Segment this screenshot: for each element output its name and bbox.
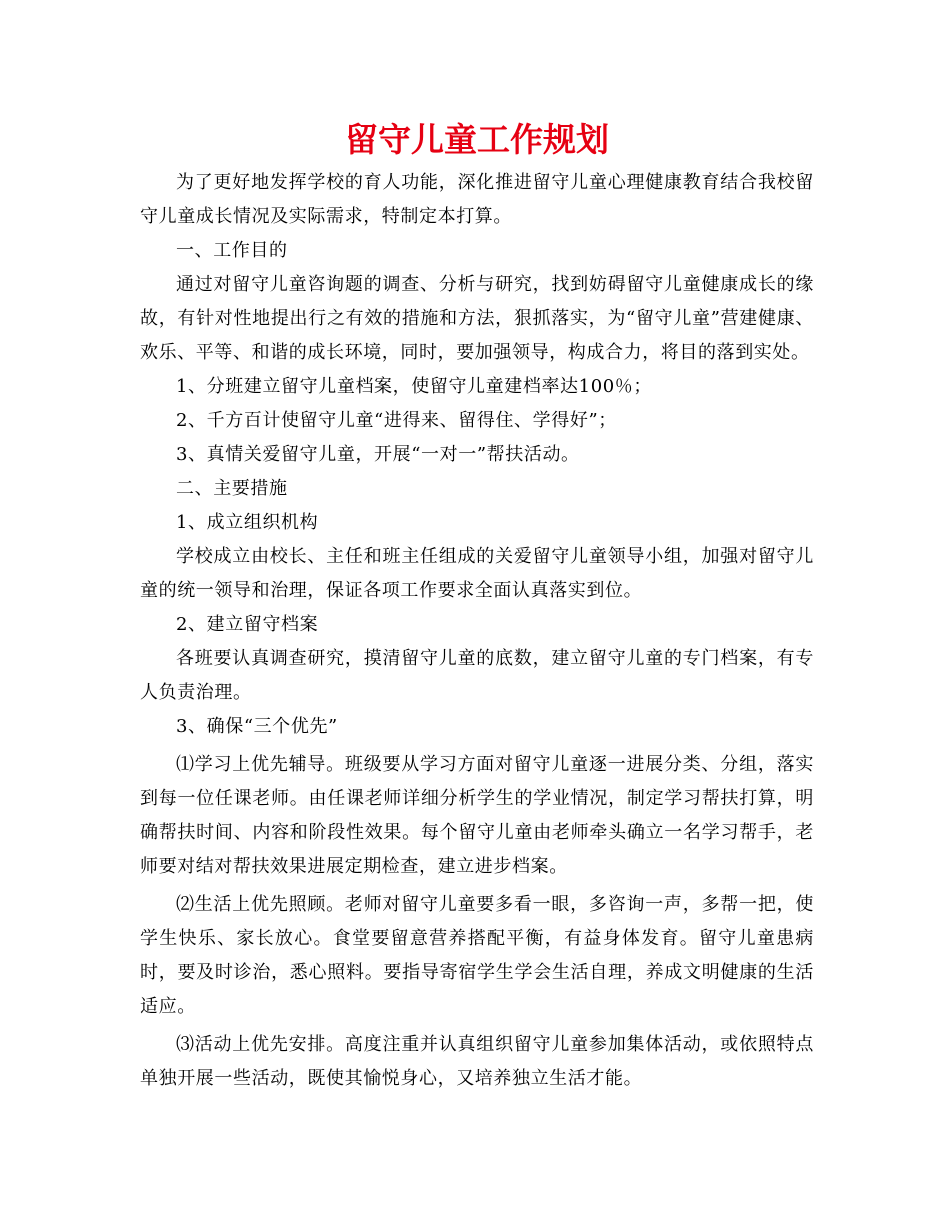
paragraph-organization: 学校成立由校长、主任和班主任组成的关爱留守儿童领导小组，加强对留守儿童的统一领导和治理，保证各项工作要求全面认真落实到位。 (140, 546, 814, 601)
paragraph-archive: 各班要认真调查研究，摸清留守儿童的底数，建立留守儿童的专门档案，有专人负责治理。 (140, 648, 814, 703)
subheading-three-priorities: 3、确保“三个优先” (176, 716, 338, 737)
list-item-goal-1: 1、分班建立留守儿童档案，使留守儿童建档率达100％； (176, 376, 653, 397)
document-title: 留守儿童工作规划 (345, 120, 609, 159)
paragraph-study-priority: ⑴学习上优先辅导。班级要从学习方面对留守儿童逐一进展分类、分组，落实到每一位任课老师。由任课老师详细分析学生的学业情况，制定学习帮扶打算，明确帮扶时间、内容和阶段性效果。每个留守儿童由老师牵头确立一名学习帮手，老师要对结对帮扶效果进展定期检查，建立进步档案。 (140, 754, 814, 877)
list-item-goal-3: 3、真情关爱留守儿童，开展“一对一”帮扶活动。 (176, 444, 580, 465)
subheading-organization: 1、成立组织机构 (176, 512, 319, 533)
heading-work-goal: 一、工作目的 (176, 240, 288, 261)
subheading-archive: 2、建立留守档案 (176, 614, 319, 635)
paragraph-intro: 为了更好地发挥学校的育人功能，深化推进留守儿童心理健康教育结合我校留守儿童成长情况及实际需求，特制定本打算。 (140, 172, 814, 227)
list-item-goal-2: 2、千方百计使留守儿童“进得来、留得住、学得好”； (176, 410, 617, 431)
heading-main-measures: 二、主要措施 (176, 478, 288, 499)
paragraph-goal-body: 通过对留守儿童咨询题的调查、分析与研究，找到妨碍留守儿童健康成长的缘故，有针对性地提出行之有效的措施和方法，狠抓落实，为“留守儿童”营建健康、欢乐、平等、和谐的成长环境，同时，要加强领导，构成合力，将目的落到实处。 (140, 274, 814, 363)
paragraph-activity-priority: ⑶活动上优先安排。高度注重并认真组织留守儿童参加集体活动，或依照特点单独开展一些活动，既使其愉悦身心，又培养独立生活才能。 (140, 1034, 814, 1089)
paragraph-life-priority: ⑵生活上优先照顾。老师对留守儿童要多看一眼，多咨询一声，多帮一把，使学生快乐、家长放心。食堂要留意营养搭配平衡，有益身体发育。留守儿童患病时，要及时诊治，悉心照料。要指导寄宿学生学会生活自理，养成文明健康的生活适应。 (140, 894, 814, 1017)
